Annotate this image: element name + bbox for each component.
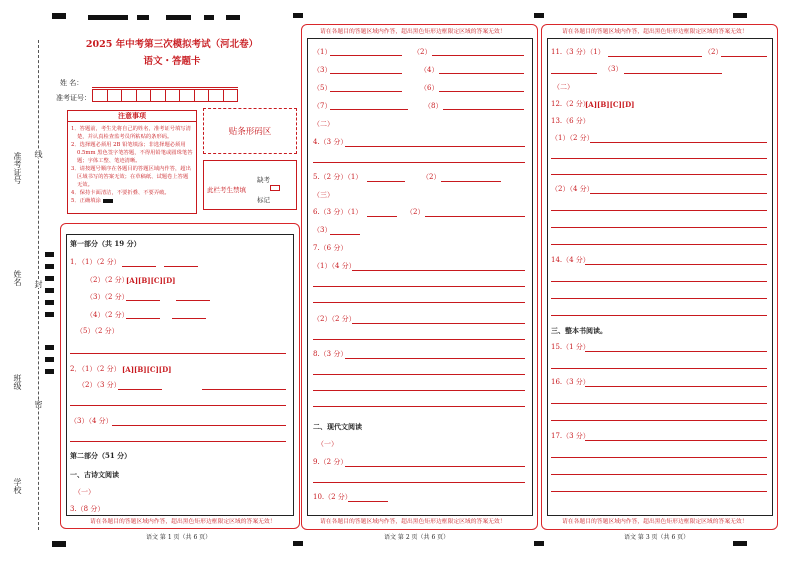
p2-blank-8: （8） xyxy=(424,102,443,110)
q8-answer-a[interactable] xyxy=(345,358,525,359)
exam-title: 2025 年中考第三次模拟考试（河北卷） xyxy=(85,39,259,50)
sub-section-1: （一） xyxy=(74,488,95,496)
registration-mark xyxy=(52,13,66,19)
p2-blank-7-line[interactable] xyxy=(330,109,408,110)
name-field[interactable] xyxy=(92,87,238,88)
side-school-label: 学校 xyxy=(13,478,22,494)
q5-1: 5.（2 分）（1） xyxy=(313,173,363,181)
q6-3: （3） xyxy=(313,226,332,234)
page1-notice: 请在各题目的答题区域内作答，超出黑色矩形边框限定区域的答案无效！ xyxy=(90,519,276,525)
p2-blank-3-line[interactable] xyxy=(330,73,402,74)
page1-footer: 语文 第 1 页（共 6 页） xyxy=(146,534,212,541)
p2-sub-2: （二） xyxy=(313,120,334,128)
q15-answer-a[interactable] xyxy=(585,351,767,352)
q7-1-answer-c[interactable] xyxy=(313,302,525,303)
q15-answer-b[interactable] xyxy=(551,368,767,369)
q17-answer-d[interactable] xyxy=(551,491,767,492)
q1-3: （3）（2 分） xyxy=(86,293,129,301)
q2-2: （2）（3 分） xyxy=(78,381,121,389)
name-label: 姓 名： xyxy=(60,79,84,87)
p3-sub-5: （二） xyxy=(553,83,574,91)
p2-blank-4-line[interactable] xyxy=(439,73,524,74)
p2-blank-8-line[interactable] xyxy=(443,109,524,110)
registration-mark xyxy=(45,369,54,374)
registration-mark xyxy=(293,13,303,18)
q2-1: 2．（1）（2 分） xyxy=(70,365,121,373)
barcode-label: 贴条形码区 xyxy=(228,127,272,137)
q2-2-answer-c[interactable] xyxy=(70,405,286,406)
registration-mark xyxy=(52,541,66,547)
page3-notice-top: 请在各题目的答题区域内作答，超出黑色矩形边框限定区域的答案无效！ xyxy=(562,29,748,35)
q11-3: （3） xyxy=(604,65,623,73)
q14-answer-d[interactable] xyxy=(551,315,767,316)
side-seal-label: 封 xyxy=(34,280,43,288)
q9: 9.（2 分） xyxy=(313,458,348,466)
q8-answer-c[interactable] xyxy=(313,390,525,391)
q16-answer-b[interactable] xyxy=(551,403,767,404)
q11-2-line-b[interactable] xyxy=(551,73,597,74)
mark-label: 标记 xyxy=(257,196,270,204)
q8: 8.（3 分） xyxy=(313,350,348,358)
q7-2-answer-b[interactable] xyxy=(313,339,525,340)
q17-answer-c[interactable] xyxy=(551,474,767,475)
q13-2-answer-d[interactable] xyxy=(551,244,767,245)
p2-blank-4: （4） xyxy=(420,66,439,74)
p2-blank-2-line[interactable] xyxy=(432,55,524,56)
part2-title: 第二部分（51 分） xyxy=(70,451,132,460)
q14-answer-a[interactable] xyxy=(585,264,767,265)
registration-mark xyxy=(45,312,54,317)
q13-2-answer-c[interactable] xyxy=(551,227,767,228)
side-class-label: 班级 xyxy=(13,374,22,390)
absent-restricted-label: 此栏考生禁填 xyxy=(207,186,246,194)
registration-mark xyxy=(88,15,128,20)
q13-1-answer-c[interactable] xyxy=(551,174,767,175)
q13-2-answer-a[interactable] xyxy=(590,193,767,194)
p2-blank-5: （5） xyxy=(313,84,332,92)
id-boxes[interactable] xyxy=(92,89,238,102)
registration-mark xyxy=(45,357,54,362)
q5-2: （2） xyxy=(422,173,441,181)
registration-mark xyxy=(45,264,54,269)
q3: 3.（8 分） xyxy=(70,505,105,513)
q2-2-answer-b[interactable] xyxy=(202,389,286,390)
q16-answer-c[interactable] xyxy=(551,420,767,421)
q2-3: （3）（4 分） xyxy=(70,417,113,425)
registration-mark xyxy=(45,300,54,305)
q12: 12.（2 分） xyxy=(551,100,590,108)
section2-title: 二、现代文阅读 xyxy=(313,422,362,431)
q9-answer-b[interactable] xyxy=(313,482,525,483)
q16-answer-a[interactable] xyxy=(585,386,767,387)
barcode-area xyxy=(203,108,297,154)
q2-3-answer-b[interactable] xyxy=(70,441,286,442)
q13-2-answer-b[interactable] xyxy=(551,210,767,211)
q17-answer-a[interactable] xyxy=(585,440,767,441)
q10-line[interactable] xyxy=(348,501,388,502)
page2-notice-bottom: 请在各题目的答题区域内作答，超出黑色矩形边框限定区域的答案无效！ xyxy=(320,519,506,525)
q1-3-answer-b[interactable] xyxy=(176,300,210,301)
p2-blank-6: （6） xyxy=(420,84,439,92)
side-id-label: 准考证号 xyxy=(13,152,22,184)
q11-1: 11.（3 分）（1） xyxy=(551,48,605,56)
q1-1: 1．（1）（2 分） xyxy=(70,258,121,266)
p2-sub-3: （三） xyxy=(313,191,334,199)
page3-footer: 语文 第 3 页（共 6 页） xyxy=(624,534,690,541)
absent-label: 缺考 xyxy=(257,176,270,184)
notes-box xyxy=(67,110,197,214)
q14: 14.（4 分） xyxy=(551,256,590,264)
q8-answer-d[interactable] xyxy=(313,406,525,407)
side-name-label: 姓名 xyxy=(13,270,22,286)
registration-mark xyxy=(733,13,747,18)
q4: 4.（3 分） xyxy=(313,138,348,146)
registration-mark xyxy=(293,541,303,546)
q11-2-line[interactable] xyxy=(721,56,767,57)
q11-3-line[interactable] xyxy=(624,73,722,74)
q1-4-answer-a[interactable] xyxy=(126,318,160,319)
q2-2-answer-a[interactable] xyxy=(118,389,162,390)
filled-sample-mark xyxy=(103,199,113,203)
absent-checkbox[interactable] xyxy=(270,185,280,191)
side-line-label: 线 xyxy=(34,150,43,158)
notes-title: 注意事项 xyxy=(68,111,196,122)
notes-list: 1．答题前，考生先将自己的姓名，准考证号填写清 楚，并认真检查监考员所粘贴的条形码。 2．选择题必须用 2B 铅笔填涂；非选择题必须用 0.5mm 黑色签字笔答题，不得用铅笔或圆珠笔答 题；字体工整、笔迹清晰。 3．请按题号顺序在各题目的答题区域内作答，超出 区域书写的答案无效；在草稿纸、试题卷上答题 无效。 4．保持卡面清洁，不要折叠、不要弄破。 5．正确填涂 xyxy=(71,126,193,204)
q5-1-line[interactable] xyxy=(367,181,405,182)
p2-blank-5-line[interactable] xyxy=(330,91,402,92)
q6-2-line[interactable] xyxy=(425,216,525,217)
q13-1-answer-a[interactable] xyxy=(590,142,767,143)
p2-blank-1-line[interactable] xyxy=(330,55,402,56)
section3-title: 三、整本书阅读。 xyxy=(551,326,607,335)
p2-blank-7: （7） xyxy=(313,102,332,110)
p2-blank-6-line[interactable] xyxy=(439,91,524,92)
registration-mark xyxy=(204,15,214,20)
page2-footer: 语文 第 2 页（共 6 页） xyxy=(384,534,450,541)
q7: 7.（6 分） xyxy=(313,244,348,252)
q1-5: （5）（2 分） xyxy=(76,327,119,335)
q1-2: （2）（2 分） xyxy=(86,276,129,284)
section1-title: 一、古诗文阅读 xyxy=(70,470,119,479)
q1-1-answer-b[interactable] xyxy=(164,266,198,267)
exam-subtitle: 语文・答题卡 xyxy=(143,56,201,67)
q11-1-line[interactable] xyxy=(608,56,702,57)
q14-answer-b[interactable] xyxy=(551,281,767,282)
q1-5-answer-line[interactable] xyxy=(70,353,286,354)
page2-notice-top: 请在各题目的答题区域内作答，超出黑色矩形边框限定区域的答案无效！ xyxy=(320,29,506,35)
q1-4-answer-b[interactable] xyxy=(172,318,206,319)
q1-4: （4）（2 分） xyxy=(86,311,129,319)
q4-answer-a[interactable] xyxy=(345,146,525,147)
q6-2: （2） xyxy=(406,208,425,216)
q17: 17.（3 分） xyxy=(551,432,590,440)
registration-mark xyxy=(45,276,54,281)
q13-1: （1）（2 分） xyxy=(551,134,594,142)
absent-box xyxy=(203,160,297,210)
q1-3-answer-a[interactable] xyxy=(126,300,160,301)
p2-blank-3: （3） xyxy=(313,66,332,74)
q11-2: （2） xyxy=(704,48,723,56)
q16: 16.（3 分） xyxy=(551,378,590,386)
registration-mark xyxy=(137,15,149,20)
q13-1-answer-b[interactable] xyxy=(551,158,767,159)
q15: 15.（1 分） xyxy=(551,343,590,351)
q4-answer-b[interactable] xyxy=(313,162,525,163)
registration-mark xyxy=(45,252,54,257)
q2-1-options[interactable]: [A][B][C][D] xyxy=(122,365,172,374)
q13-2: （2）（4 分） xyxy=(551,185,594,193)
q9-answer-a[interactable] xyxy=(345,466,525,467)
q13: 13.（6 分） xyxy=(551,117,590,125)
p2-blank-2: （2） xyxy=(413,48,432,56)
side-close-label: 密 xyxy=(34,400,43,408)
part1-title: 第一部分（共 19 分） xyxy=(70,239,141,248)
id-label: 准考证号： xyxy=(56,94,91,102)
q12-options[interactable]: [A][B][C][D] xyxy=(585,100,635,109)
page3-notice-bottom: 请在各题目的答题区域内作答，超出黑色矩形边框限定区域的答案无效！ xyxy=(562,519,748,525)
registration-mark xyxy=(166,15,191,20)
registration-mark xyxy=(534,541,544,546)
q5-2-line[interactable] xyxy=(441,181,501,182)
q6-1: 6.（3 分）（1） xyxy=(313,208,363,216)
registration-mark xyxy=(45,288,54,293)
registration-mark xyxy=(45,345,54,350)
q8-answer-b[interactable] xyxy=(313,374,525,375)
page3-answer-area xyxy=(547,38,773,516)
q10: 10.（2 分） xyxy=(313,493,352,501)
q6-3-line[interactable] xyxy=(330,234,360,235)
registration-mark xyxy=(733,541,747,546)
q7-2: （2）（2 分） xyxy=(313,315,356,323)
q7-1-answer-b[interactable] xyxy=(313,286,525,287)
p2-blank-1: （1） xyxy=(313,48,332,56)
p2-sub-4: （一） xyxy=(317,440,338,448)
q1-1-answer-a[interactable] xyxy=(122,266,156,267)
registration-mark xyxy=(534,13,544,18)
q2-3-answer-a[interactable] xyxy=(112,425,286,426)
q7-2-answer-a[interactable] xyxy=(352,323,525,324)
registration-mark xyxy=(226,15,240,20)
q17-answer-b[interactable] xyxy=(551,457,767,458)
q7-1: （1）（4 分） xyxy=(313,262,356,270)
q14-answer-c[interactable] xyxy=(551,298,767,299)
q1-2-options[interactable]: [A][B][C][D] xyxy=(126,276,176,285)
q7-1-answer-a[interactable] xyxy=(352,270,525,271)
q6-1-line[interactable] xyxy=(367,216,397,217)
